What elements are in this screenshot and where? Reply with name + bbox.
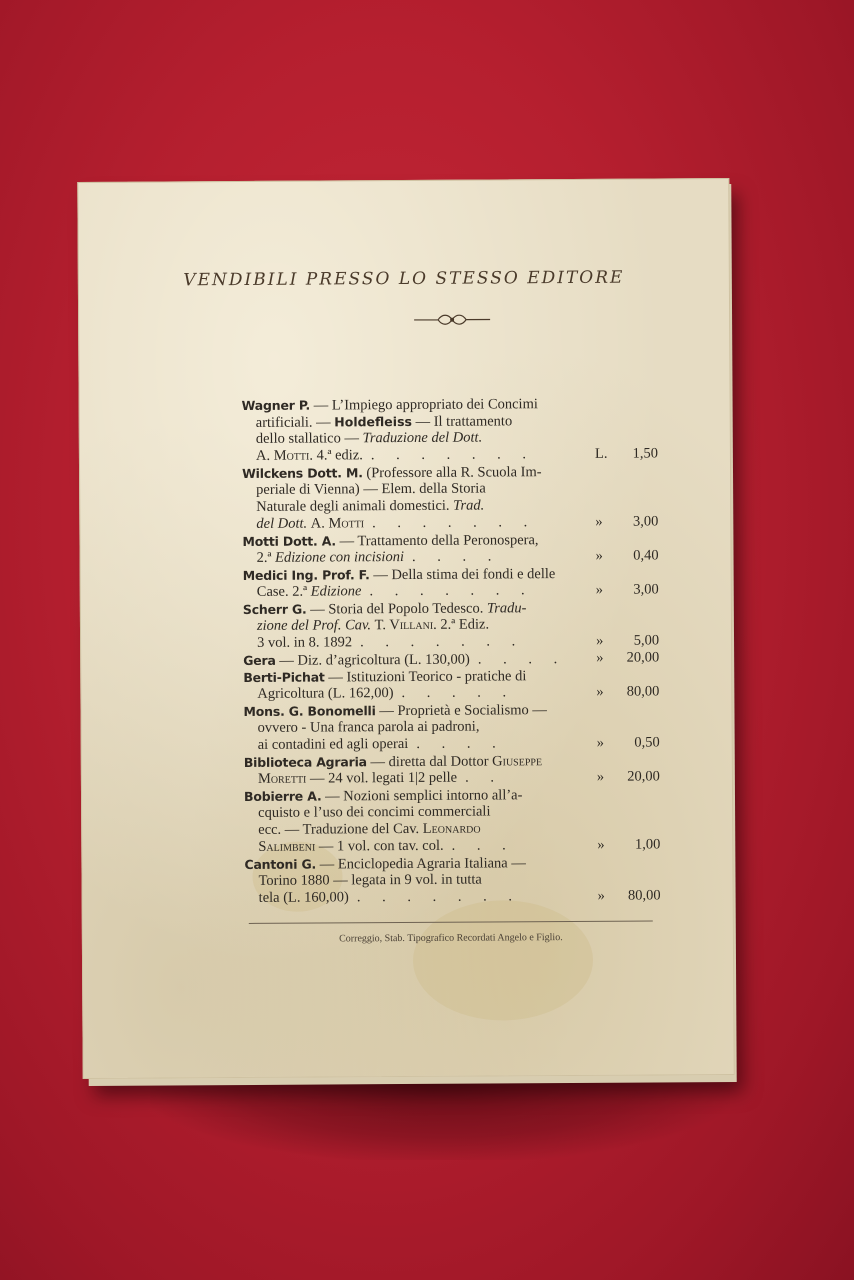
catalog-entry [242,530,659,567]
entry-price: 3,00 [632,513,659,530]
entry-author: Wilckens Dott. M. [242,465,363,481]
entry-text: . 2.ª Ediz. [433,616,490,633]
entry-text: — Istituzioni Teorico - pratiche di [324,668,527,686]
entry-author: Motti Dott. A. [242,533,336,549]
entry-italic-text: del Dott. [256,515,311,532]
entry-leader-dots: . . . . . . . [369,582,534,600]
entry-text: cquisto e l’uso dei concimi commerciali [258,803,491,821]
entry-price: 20,00 [627,768,660,785]
entry-smallcaps-name: A. Motti [310,515,365,532]
entry-leader-dots: . . . . . . . [372,514,537,532]
price-mark: » [596,632,604,649]
entry-smallcaps-name: A. Motti [255,447,310,464]
entry-text: 3 vol. in 8. 1892 [257,634,353,651]
price-mark: » [595,513,603,530]
entry-text: — L’Impiego appropriato dei Concimi [310,396,538,414]
entry-text: ovvero - Una franca parola ai padroni, [257,718,480,736]
entry-price: 0,50 [634,734,660,751]
entry-price: 80,00 [627,887,661,904]
entry-leader-dots: . . . . . . . [360,633,525,651]
entry-text: — Il trattamento [411,413,513,430]
catalog-entry [243,666,660,703]
entry-leader-dots: . . . . . . . [370,446,536,464]
price-mark: » [595,547,603,564]
entry-text: 2.ª [256,549,276,566]
entry-text: — Proprietà e Socialismo — [375,702,547,720]
entry-smallcaps-name: Salimbeni [258,838,316,855]
price-mark: » [596,683,604,700]
entry-author: Medici Ing. Prof. F. [242,567,370,583]
entry-price: 80,00 [626,683,660,700]
entry-text: Case. 2.ª [256,583,311,600]
price-mark: L. [594,445,608,462]
entry-author: Bobierre A. [243,788,322,804]
price-mark: » [595,581,604,598]
catalog-entry [242,462,659,533]
entry-price: 1,50 [632,445,658,462]
entry-author: Wagner P. [241,397,311,413]
entry-text: . 4.ª ediz. [309,447,363,464]
entry-smallcaps-name: Moretti [257,770,307,787]
entry-author: Scherr G. [242,601,307,617]
entry-leader-dots: . . . . [411,548,501,565]
entry-price: 3,00 [633,581,659,598]
entry-text: artificiali. — [255,414,335,431]
catalog-list [241,394,661,907]
entry-price: 0,40 [633,547,659,564]
catalog-entry [244,853,661,907]
entry-italic-text: Tradu- [486,600,527,617]
entry-author: Biblioteca Agraria [243,754,367,770]
price-mark: » [597,887,605,904]
entry-leader-dots: . . . . [477,651,567,668]
entry-text: — Enciclopedia Agraria Italiana — [316,855,526,873]
price-mark: » [596,768,605,785]
entry-leader-dots: . . . [451,837,515,854]
entry-text: dello stallatico — [255,430,363,447]
entry-text: — 24 vol. legati 1|2 pelle [306,769,458,787]
entry-leader-dots: . . . . [416,735,505,752]
entry-leader-dots: . . . . . [401,684,516,702]
entry-smallcaps-name: Giuseppe [492,753,543,770]
entry-italic-text: Traduzione del Dott. [362,429,483,447]
entry-italic-text: Edizione [310,583,362,600]
paper-stain [413,900,594,1021]
entry-author: Gera [243,652,276,668]
entry-text: — 1 vol. con tav. col. [315,837,444,855]
entry-text: — Diz. d’agricoltura (L. 130,00) [275,651,470,669]
entry-line [245,887,661,907]
entry-text: ecc. — Traduzione del Cav. [258,820,423,838]
printer-imprint: Correggio, Stab. Tipografico Recordati Angelo e Figlio. [339,932,563,945]
entry-text: — Nozioni semplici intorno all’a- [321,787,523,805]
entry-leader-dots: . . [465,769,503,786]
price-mark: » [596,734,605,751]
catalog-entry [243,785,661,856]
entry-text: — Trattamento della Peronospera, [335,532,539,550]
ornament-divider [412,312,492,326]
entry-leader-dots: . . . . . . . [356,888,522,906]
catalog-entry [243,751,660,788]
catalog-entry [241,394,658,465]
entry-smallcaps-name: Leonardo [422,820,481,837]
entry-text: — diretta dal Dottor [366,753,493,771]
catalog-entry [243,700,660,754]
price-mark: » [597,836,605,853]
page-heading: VENDIBILI PRESSO LO STESSO EDITORE [183,267,625,291]
entry-text: Torino 1880 — legata in 9 vol. in tutta [258,871,482,889]
entry-text: ai contadini ed agli operai [257,735,409,753]
entry-italic-text: zione del Prof. Cav. [256,617,375,634]
entry-italic-text: Edizione con incisioni [275,549,405,566]
entry-price: 5,00 [633,632,660,649]
back-cover-page [77,178,734,1079]
entry-smallcaps-name: T. Villani [374,616,434,634]
entry-text: — Storia del Popolo Tedesco. [306,600,487,618]
entry-text: tela (L. 160,00) [258,889,349,906]
entry-bold-name: Holdefleiss [334,413,412,430]
entry-author: Cantoni G. [244,856,317,872]
entry-author: Mons. G. Bonomelli [243,703,376,719]
catalog-entry [242,598,660,652]
catalog-entry [242,564,659,601]
entry-text: Naturale degli animali domestici. [256,497,454,515]
entry-text: (Professore alla R. Scuola Im- [362,464,542,482]
entry-price: 20,00 [626,649,660,666]
entry-author: Berti-Pichat [243,669,325,685]
entry-price: 1,00 [634,836,661,853]
entry-text: periale di Vienna) — Elem. della Storia [256,480,486,498]
entry-italic-text: Trad. [453,497,485,514]
entry-text: Agricoltura (L. 162,00) [257,685,394,702]
price-mark: » [596,649,604,666]
entry-text: — Della stima dei fondi e delle [369,566,556,584]
